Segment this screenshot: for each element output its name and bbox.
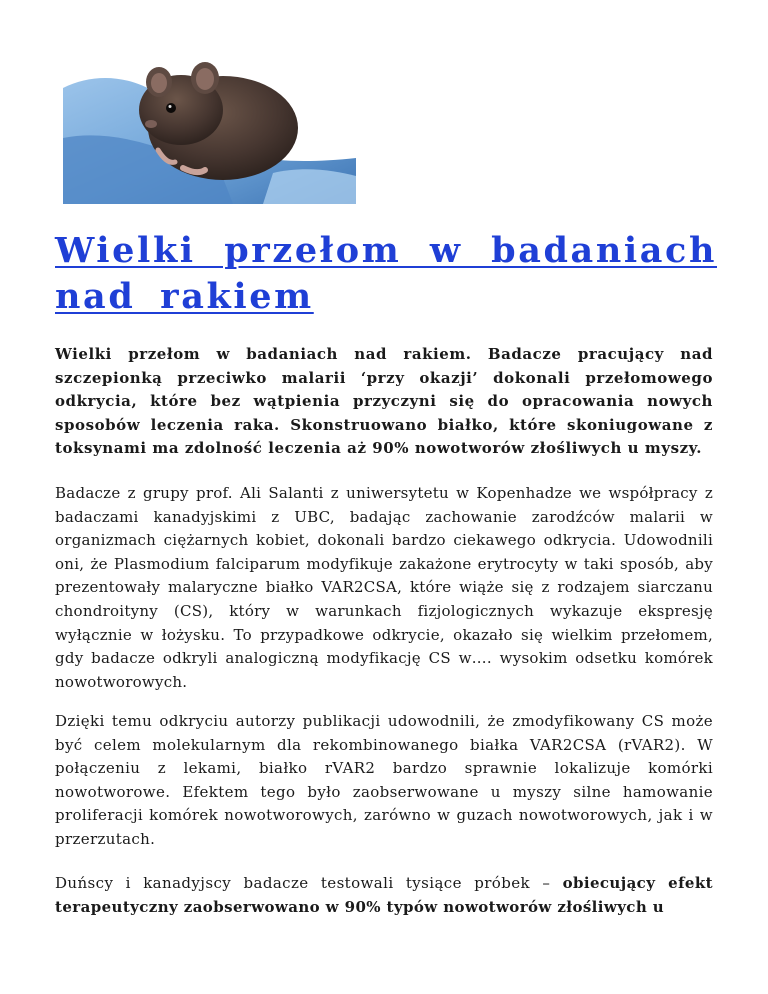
article-lead: Wielki przełom w badaniach nad rakiem. Badacze pracujący nad szczepionką przeciwko malarii ‘przy okazji’ dokonali przełomowego odkrycia, które bez wątpienia przyczyni się do opracowania nowych sposobów leczenia raka. Skonstruowano białko, które skoniugowane z toksynami ma zdolność leczenia aż 90% nowotworów złośliwych u myszy.	[55, 345, 713, 458]
article-paragraph-2: Dzięki temu odkryciu autorzy publikacji udowodnili, że zmodyfikowany CS może być celem molekularnym dla rekombinowanego białka VAR2CSA (rVAR2). W połączeniu z lekami, białko rVAR2 bardzo sprawnie lokalizuje komórki nowotworowe. Efektem tego było zaobserwowane u myszy silne hamowanie proliferacji komórek nowotworowych, zarówno w guzach nowotworowych, jak i w przerzutach.	[55, 712, 713, 848]
article-paragraph-3	[55, 872, 713, 919]
paragraph-3-bold-text: obiecujący efekt terapeutyczny zaobserwowano w 90% typów nowotworów złośliwych u	[55, 874, 713, 916]
article-title-link[interactable]: Wielki przełom w badaniach nad rakiem	[55, 230, 717, 317]
article-hero-image	[63, 58, 356, 204]
article-title	[55, 228, 717, 320]
mouse-on-glove-photo	[63, 58, 356, 204]
article-paragraph-1: Badacze z grupy prof. Ali Salanti z uniwersytetu w Kopenhadze we współpracy z badaczami kanadyjskimi z UBC, badając zachowanie zarodźców malarii w organizmach ciężarnych kobiet, dokonali bardzo ciekawego odkrycia. Udowodnili oni, że Plasmodium falciparum modyfikuje zakażone erytrocyty w taki sposób, aby prezentowały malaryczne białko VAR2CSA, które wiąże się z rodzajem siarczanu chondroityny (CS), który w warunkach fizjologicznych wykazuje ekspresję wyłącznie w łożysku. To przypadkowe odkrycie, okazało się wielkim przełomem, gdy badacze odkryli analogiczną modyfikację CS w…. wysokim odsetku komórek nowotworowych.	[55, 484, 713, 691]
paragraph-3-text: Duńscy i kanadyjscy badacze testowali tysiące próbek –	[55, 874, 563, 892]
